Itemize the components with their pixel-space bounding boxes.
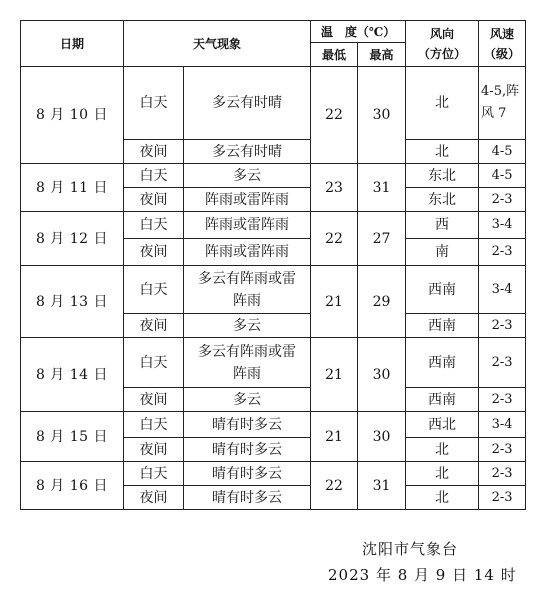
- min-temp-cell: 22: [311, 67, 358, 164]
- max-temp-cell: 30: [358, 412, 406, 462]
- wind-speed-cell: 2-3: [479, 388, 526, 412]
- max-temp-cell: 30: [358, 338, 406, 412]
- weather-cell: 多云有阵雨或雷阵雨: [184, 266, 311, 314]
- wind-direction-cell: 北: [406, 438, 479, 462]
- min-temp-cell: 22: [311, 212, 358, 266]
- header-min-temp: 最低: [311, 43, 358, 67]
- max-temp-cell: 29: [358, 266, 406, 338]
- wind-speed-cell: 2-3: [479, 338, 526, 388]
- weather-cell: 晴有时多云: [184, 438, 311, 462]
- date-cell: 8 月 12 日: [21, 212, 124, 266]
- wind-speed-cell: 3-4: [479, 266, 526, 314]
- header-weather: 天气现象: [124, 21, 311, 67]
- date-cell: 8 月 15 日: [21, 412, 124, 462]
- weather-cell: 多云: [184, 164, 311, 188]
- period-cell: 白天: [124, 164, 184, 188]
- period-cell: 夜间: [124, 388, 184, 412]
- period-cell: 白天: [124, 67, 184, 140]
- wind-speed-cell: 4-5: [479, 140, 526, 164]
- wind-direction-cell: 西南: [406, 388, 479, 412]
- date-cell: 8 月 10 日: [21, 67, 124, 164]
- period-cell: 夜间: [124, 314, 184, 338]
- period-cell: 夜间: [124, 239, 184, 266]
- header-wind-speed: 风速 （级）: [479, 21, 526, 67]
- table-row: [21, 212, 526, 239]
- wind-speed-cell: 2-3: [479, 188, 526, 212]
- table-row: [21, 338, 526, 388]
- max-temp-cell: 30: [358, 67, 406, 164]
- wind-direction-cell: 北: [406, 67, 479, 140]
- wind-speed-cell: 2-3: [479, 462, 526, 486]
- wind-direction-cell: 西南: [406, 314, 479, 338]
- header-date: 日期: [21, 21, 124, 67]
- weather-cell: 晴有时多云: [184, 412, 311, 438]
- weather-cell: 多云有时晴: [184, 67, 311, 140]
- max-temp-cell: 27: [358, 212, 406, 266]
- wind-direction-cell: 北: [406, 462, 479, 486]
- wind-direction-cell: 北: [406, 486, 479, 510]
- weather-cell: 阵雨或雷阵雨: [184, 212, 311, 239]
- weather-cell: 多云: [184, 388, 311, 412]
- period-cell: 白天: [124, 338, 184, 388]
- min-temp-cell: 21: [311, 338, 358, 412]
- table-row: [21, 67, 526, 140]
- period-cell: 白天: [124, 412, 184, 438]
- wind-speed-cell: 2-3: [479, 239, 526, 266]
- period-cell: 夜间: [124, 438, 184, 462]
- period-cell: 夜间: [124, 188, 184, 212]
- period-cell: 夜间: [124, 486, 184, 510]
- table-row: [21, 412, 526, 438]
- header-wind-direction: 风向 （方位）: [406, 21, 479, 67]
- min-temp-cell: 22: [311, 462, 358, 510]
- wind-direction-cell: 东北: [406, 164, 479, 188]
- wind-direction-cell: 西南: [406, 338, 479, 388]
- weather-cell: 多云有阵雨或雷阵雨: [184, 338, 311, 388]
- period-cell: 白天: [124, 266, 184, 314]
- wind-speed-cell: 2-3: [479, 438, 526, 462]
- wind-speed-cell: 2-3: [479, 486, 526, 510]
- wind-direction-cell: 西北: [406, 412, 479, 438]
- period-cell: 白天: [124, 462, 184, 486]
- period-cell: 夜间: [124, 140, 184, 164]
- wind-direction-cell: 西: [406, 212, 479, 239]
- header-max-temp: 最高: [358, 43, 406, 67]
- max-temp-cell: 31: [358, 164, 406, 212]
- issue-timestamp: 2023 年 8 月 9 日 14 时: [328, 566, 517, 584]
- wind-speed-cell: 2-3: [479, 314, 526, 338]
- wind-direction-cell: 东北: [406, 188, 479, 212]
- table-row: [21, 164, 526, 188]
- wind-speed-cell: 4-5: [479, 164, 526, 188]
- wind-direction-cell: 北: [406, 140, 479, 164]
- header-temperature: 温 度（℃）: [311, 21, 406, 43]
- period-cell: 白天: [124, 212, 184, 239]
- date-cell: 8 月 14 日: [21, 338, 124, 412]
- weather-cell: 阵雨或雷阵雨: [184, 188, 311, 212]
- wind-direction-cell: 西南: [406, 266, 479, 314]
- wind-direction-cell: 南: [406, 239, 479, 266]
- min-temp-cell: 23: [311, 164, 358, 212]
- weather-cell: 晴有时多云: [184, 486, 311, 510]
- weather-cell: 多云: [184, 314, 311, 338]
- table-row: [21, 462, 526, 486]
- date-cell: 8 月 16 日: [21, 462, 124, 510]
- wind-speed-cell: 3-4: [479, 212, 526, 239]
- issuing-organization: 沈阳市气象台: [362, 540, 459, 558]
- min-temp-cell: 21: [311, 266, 358, 338]
- date-cell: 8 月 11 日: [21, 164, 124, 212]
- weather-cell: 晴有时多云: [184, 462, 311, 486]
- wind-speed-cell: 4-5,阵风 7: [479, 67, 526, 140]
- table-row: [21, 266, 526, 314]
- date-cell: 8 月 13 日: [21, 266, 124, 338]
- weather-cell: 阵雨或雷阵雨: [184, 239, 311, 266]
- wind-speed-cell: 3-4: [479, 412, 526, 438]
- forecast-table: [20, 20, 526, 510]
- weather-cell: 多云有时晴: [184, 140, 311, 164]
- max-temp-cell: 31: [358, 462, 406, 510]
- min-temp-cell: 21: [311, 412, 358, 462]
